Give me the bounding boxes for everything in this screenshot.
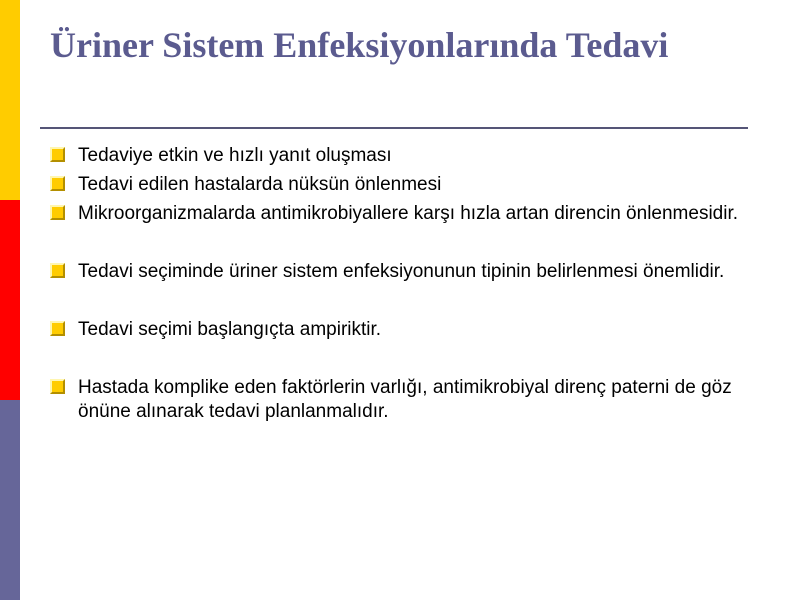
side-bar-yellow [0,0,20,200]
bullet-item [48,144,748,168]
square-bullet-icon [50,205,65,220]
square-bullet-icon [50,321,65,336]
bullet-item [48,318,748,342]
side-bar-red [0,200,20,400]
side-bar-purple [0,400,20,600]
bullet-item [48,202,748,226]
title-divider [40,127,748,129]
square-bullet-icon [50,176,65,191]
bullet-text: Tedavi seçimi başlangıçta ampiriktir. [78,319,382,340]
bullet-text: Hastada komplike eden faktörlerin varlığı, antimikrobiyal direnç paterni de göz önüne alınarak tedavi planlanmalıdır. [78,377,732,422]
square-bullet-icon [50,379,65,394]
square-bullet-icon [50,147,65,162]
bullet-item [48,260,748,284]
bullet-item [48,173,748,197]
bullet-text: Tedavi seçiminde üriner sistem enfeksiyonunun tipinin belirlenmesi önemlidir. [78,261,725,282]
bullet-text: Mikroorganizmalarda antimikrobiyallere karşı hızla artan direncin önlenmesidir. [78,203,739,224]
bullet-text: Tedavi edilen hastalarda nüksün önlenmesi [78,174,442,195]
slide-title: Üriner Sistem Enfeksiyonlarında Tedavi [50,25,669,65]
bullet-list [48,144,748,429]
bullet-item [48,376,748,424]
square-bullet-icon [50,263,65,278]
bullet-text: Tedaviye etkin ve hızlı yanıt oluşması [78,145,392,166]
